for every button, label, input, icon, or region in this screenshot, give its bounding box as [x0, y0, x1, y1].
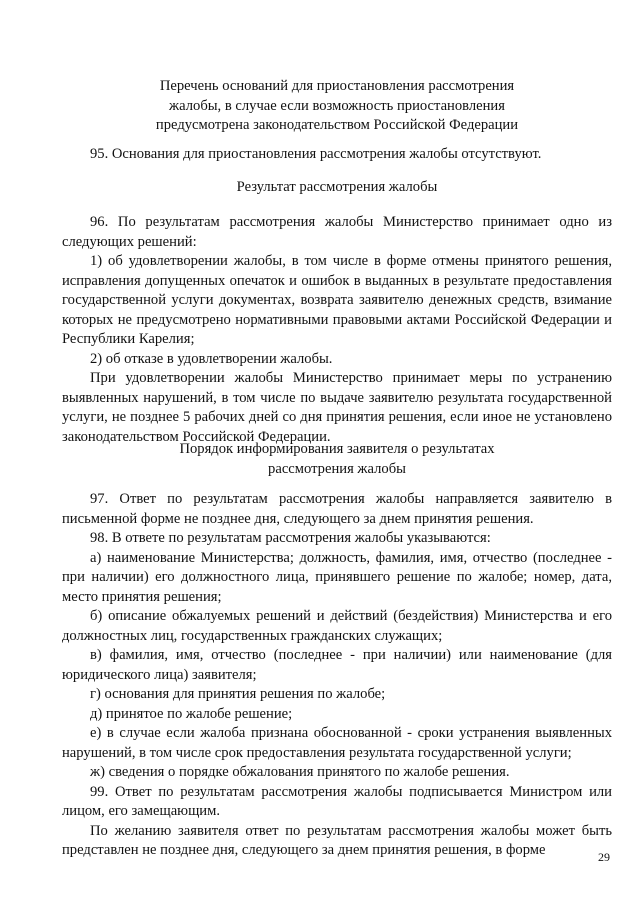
- heading-suspension-grounds: [62, 77, 612, 136]
- paragraph: в) фамилия, имя, отчество (последнее - при наличии) или наименование (для юридического лица) заявителя;: [62, 647, 612, 683]
- paragraph: д) принятое по жалобе решение;: [90, 705, 293, 722]
- heading-line: жалобы, в случае если возможность приостановления: [169, 97, 505, 114]
- paragraph: При удовлетворении жалобы Министерство принимает меры по устранению выявленных нарушений, в том числе по выдаче заявителю результата государственной услуги, не позднее 5 рабочих дней со дня принятия решения, если иное не установлено законодательством Российской Федерации.: [62, 370, 612, 445]
- paragraph: г) основания для принятия решения по жалобе;: [90, 686, 386, 702]
- paragraph: б) описание обжалуемых решений и действий (бездействия) Министерства и его должностных лиц, государственных гражданских служащих;: [62, 608, 612, 644]
- heading-line: Перечень оснований для приостановления рассмотрения: [159, 78, 515, 94]
- paragraph: 96. По результатам рассмотрения жалобы Министерство принимает одно из следующих решений:: [62, 214, 612, 250]
- paragraph: 98. В ответе по результатам рассмотрения жалобы указываются:: [90, 530, 491, 546]
- heading-informing-applicant: [62, 440, 612, 479]
- heading-line: рассмотрения жалобы: [268, 460, 406, 477]
- heading-complaint-result: Результат рассмотрения жалобы: [236, 179, 438, 195]
- page-number: 29: [598, 850, 610, 864]
- paragraph: По желанию заявителя ответ по результатам рассмотрения жалобы может быть представлен не позднее дня, следующего за днем принятия решения, в форме: [62, 822, 612, 858]
- paragraph: 97. Ответ по результатам рассмотрения жалобы направляется заявителю в письменной форме не позднее дня, следующего за днем принятия решения.: [62, 491, 612, 527]
- paragraph-95: 95. Основания для приостановления рассмотрения жалобы отсутствуют.: [90, 146, 542, 162]
- paragraph: а) наименование Министерства; должность, фамилия, имя, отчество (последнее - при наличии) его должностного лица, принявшего решение по жалобе; номер, дата, место принятия решения;: [62, 549, 612, 605]
- paragraph: 2) об отказе в удовлетворении жалобы.: [90, 350, 333, 367]
- heading-line: предусмотрена законодательством Российской Федерации: [155, 117, 519, 133]
- section-96: [62, 213, 612, 447]
- paragraph: 1) об удовлетворении жалобы, в том числе в форме отмены принятого решения, исправления допущенных опечаток и ошибок в выданных в результате предоставления государственной услуги документах, возврата заявителю денежных средств, взимание которых не предусмотрено нормативными правовыми актами Российской Федерации и Республики Карелия;: [62, 253, 612, 347]
- heading-line: Порядок информирования заявителя о результатах: [179, 441, 495, 457]
- paragraph: е) в случае если жалоба признана обоснованной - сроки устранения выявленных нарушений, в том числе срок предоставления результата государственной услуги;: [62, 725, 612, 761]
- section-97-99: [62, 490, 612, 861]
- paragraph: 99. Ответ по результатам рассмотрения жалобы подписывается Министром или лицом, его замещающим.: [62, 783, 612, 819]
- paragraph: ж) сведения о порядке обжалования принятого по жалобе решения.: [90, 764, 510, 780]
